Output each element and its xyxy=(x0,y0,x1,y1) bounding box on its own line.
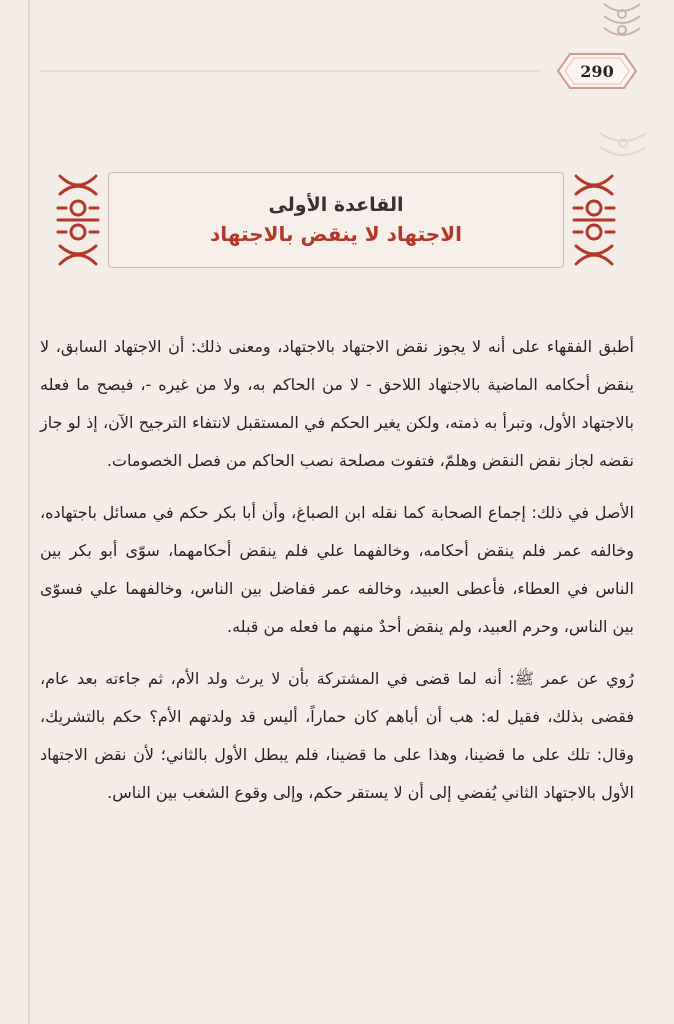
page-number-badge xyxy=(556,52,638,90)
arabesque-ornament-right-icon xyxy=(568,168,620,272)
paragraph-3: رُوي عن عمر ﷺ: أنه لما قضى في المشتركة بأن لا يرث ولد الأم، ثم جاءته بعد عام، فقضى بذلك، فقيل له: هب أن أباهم كان حماراً، أليس قد ولدتهم الأم؟ حكم بالتشريك، وقال: تلك على ما قضينا، وهذا على ما قضينا، فلم يبطل الأول بالثاني؛ لأن نقض الاجتهاد الأول بالاجتهاد الثاني يُفضي إلى أن لا يستقر حكم، وإلى وقوع الشغب بين الناس. xyxy=(40,669,634,802)
rule-heading-box xyxy=(108,172,564,268)
body-text xyxy=(40,328,634,812)
arabesque-ornament-left-icon xyxy=(52,168,104,272)
header-rule xyxy=(40,70,540,72)
rule-subtitle: الاجتهاد لا ينقض بالاجتهاد xyxy=(210,222,462,246)
page-number: 290 xyxy=(580,61,614,81)
faint-ornament-icon xyxy=(596,125,650,165)
rule-heading-frame xyxy=(52,168,620,272)
rule-title: القاعدة الأولى xyxy=(268,194,404,216)
paragraph-2: الأصل في ذلك: إجماع الصحابة كما نقله ابن الصباغ، وأن أبا بكر حكم في مسائل باجتهاده، وخالفه عمر فلم ينقض أحكامه، وخالفهما علي فلم ينقض أحكامهما، سوّى أبو بكر بين الناس في العطاء، فأعطى العبيد، وخالفه عمر ففاضل بين الناس، وخالفهما علي فسوّى بين الناس، وحرم العبيد، ولم ينقض أحدٌ منهم ما فعله من قبله. xyxy=(40,503,634,636)
margin-rule xyxy=(28,0,30,1024)
paragraph-1: أطبق الفقهاء على أنه لا يجوز نقض الاجتهاد بالاجتهاد، ومعنى ذلك: أن الاجتهاد السابق، لا ينقض أحكامه الماضية بالاجتهاد اللاحق - لا من الحاكم به، ولا من غيره -، فيصح ما فعله بالاجتهاد الأول، وتبرأ به ذمته، ولكن يغير الحكم في المستقبل لانتفاء الترجيح الآن، إذ لو جاز نقضه لجاز نقض النقض وهلمّ، فتفوت مصلحة نصب الحاكم من فصل الخصومات. xyxy=(40,337,634,470)
corner-ornament-icon xyxy=(598,0,646,46)
